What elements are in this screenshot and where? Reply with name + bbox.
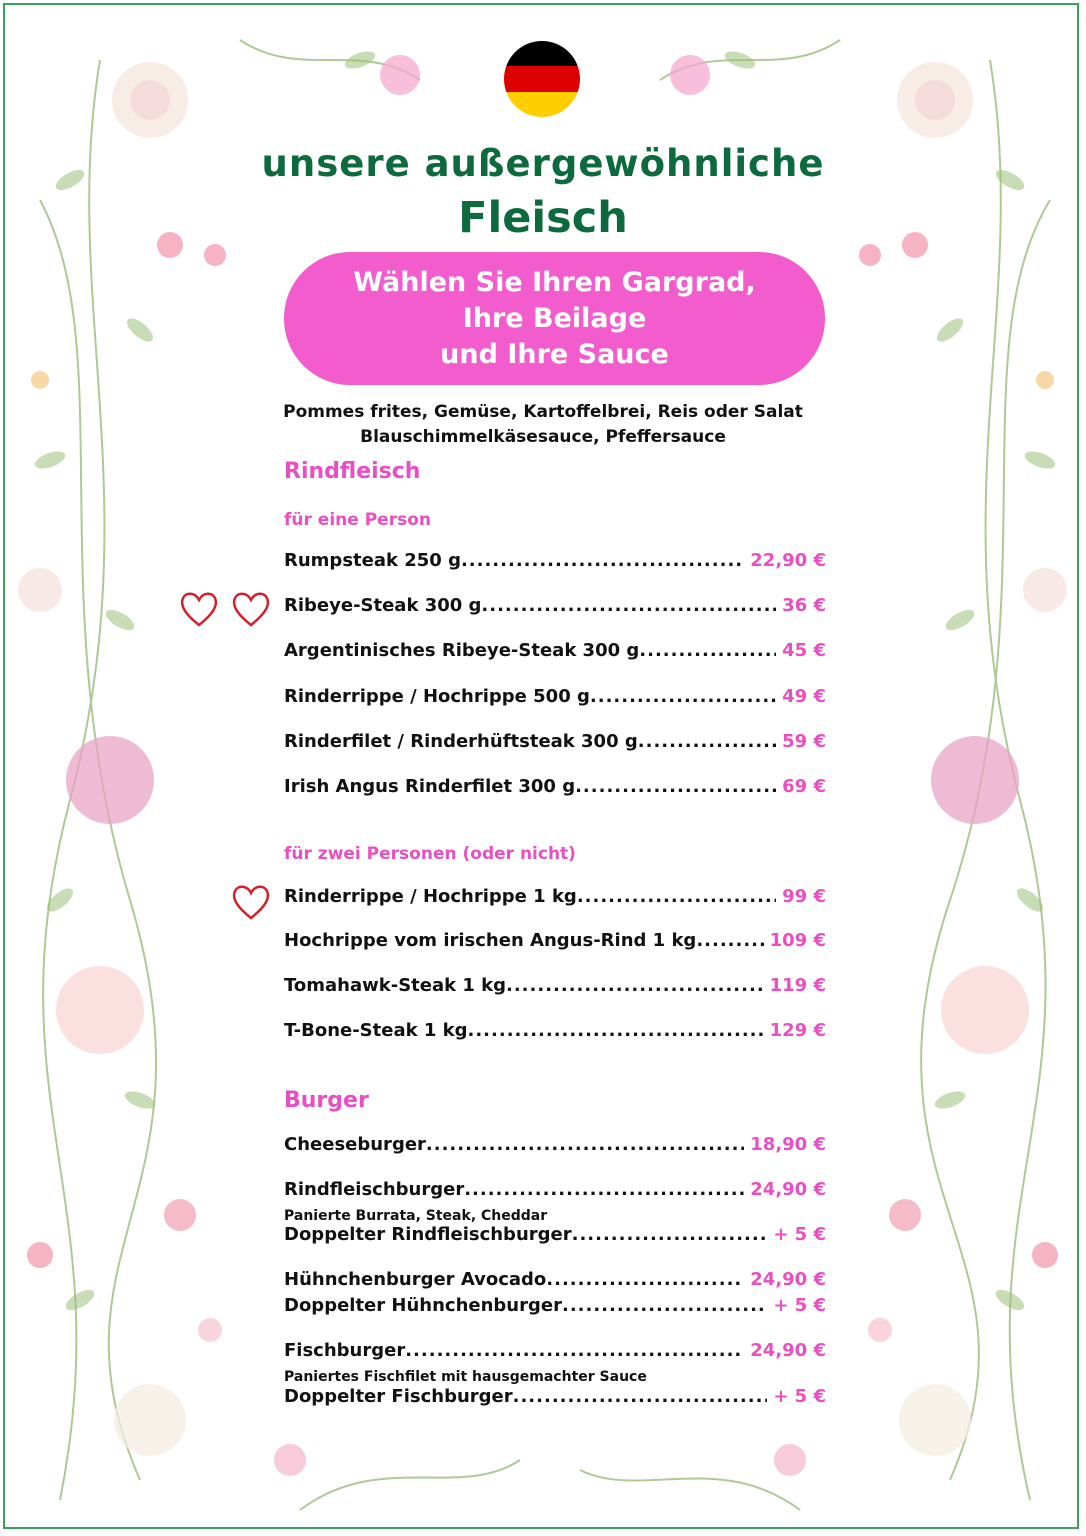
menu-item: Argentinisches Ribeye-Steak 300 g ..... 45 € [284,640,826,670]
menu-item: Hochrippe vom irischen Angus-Rind 1 kg ..... 109 € [284,930,826,960]
page-title-line1: unsere außergewöhnliche [261,142,825,185]
banner-line1: Wählen Sie Ihren Gargrad, [353,266,756,298]
menu-item: Doppelter Rindfleischburger ..... + 5 € [284,1224,826,1254]
banner-line3: und Ihre Sauce [440,338,669,370]
menu-item: Fischburger ..... 24,90 € [284,1340,826,1370]
sides-line1: Pommes frites, Gemüse, Kartoffelbrei, Reis oder Salat [283,402,803,422]
sides-list [0,400,1086,450]
section-heading-beef: Rindfleisch [284,459,421,484]
flag-germany-icon [504,41,580,117]
heart-icon [230,882,272,922]
menu-item: Ribeye-Steak 300 g ..... 36 € [284,595,826,625]
menu-item: Rumpsteak 250 g ..... 22,90 € [284,550,826,580]
item-description: Panierte Burrata, Steak, Cheddar [284,1208,548,1224]
menu-item: Tomahawk-Steak 1 kg ..... 119 € [284,975,826,1005]
menu-item: Cheeseburger ..... 18,90 € [284,1134,826,1164]
page-title-line2: Fleisch [458,193,628,243]
item-description: Paniertes Fischfilet mit hausgemachter Sauce [284,1369,647,1385]
heart-icon [178,589,220,629]
banner-line2: Ihre Beilage [462,302,647,334]
subsection-heading-double: für zwei Personen (oder nicht) [284,844,576,864]
subsection-heading-single: für eine Person [284,510,431,530]
menu-item: Doppelter Fischburger ..... + 5 € [284,1386,826,1416]
heart-icon [230,589,272,629]
menu-item: Hühnchenburger Avocado ..... 24,90 € [284,1269,826,1299]
section-heading-burger: Burger [284,1088,369,1113]
sides-line2: Blauschimmelkäsesauce, Pfeffersauce [360,427,726,447]
menu-item: Irish Angus Rinderfilet 300 g ..... 69 € [284,776,826,806]
menu-item: Doppelter Hühnchenburger ..... + 5 € [284,1295,826,1325]
menu-item: Rinderfilet / Rinderhüftsteak 300 g ..... 59 € [284,731,826,761]
menu-item: Rinderrippe / Hochrippe 500 g ..... 49 € [284,686,826,716]
instruction-banner [284,252,825,385]
menu-item: Rindfleischburger ..... 24,90 € [284,1179,826,1209]
menu-item: Rinderrippe / Hochrippe 1 kg ..... 99 € [284,886,826,916]
menu-item: T-Bone-Steak 1 kg ..... 129 € [284,1020,826,1050]
